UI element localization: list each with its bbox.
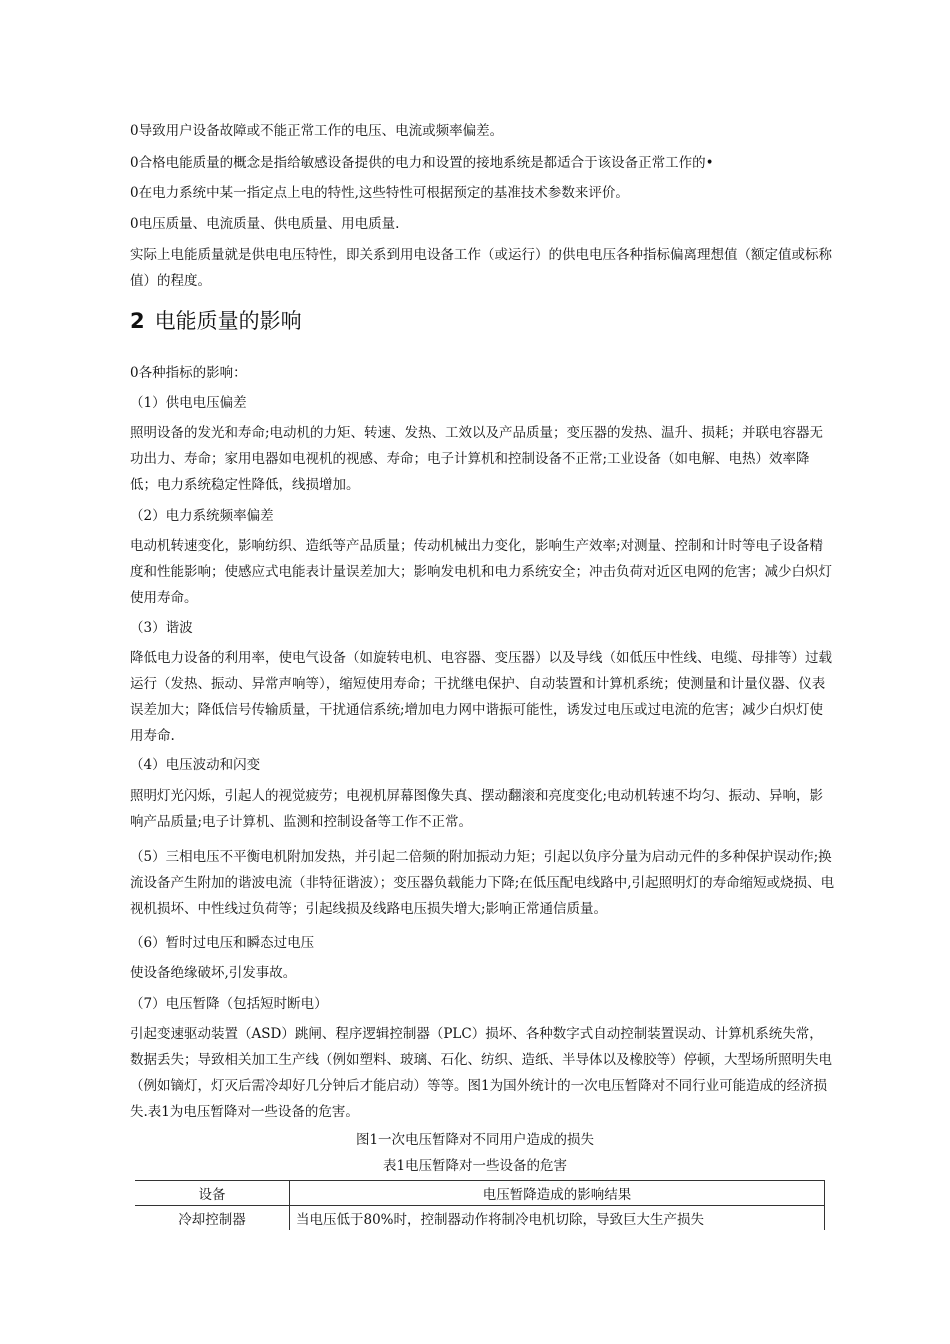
- item-heading: （6）暂时过电压和瞬态过电压: [130, 935, 315, 951]
- table-caption: 表1电压暂降对一些设备的危害: [382, 1158, 568, 1174]
- figure-caption: 图1一次电压暂降对不同用户造成的损失: [355, 1132, 595, 1148]
- paragraph: 0导致用户设备故障或不能正常工作的电压、电流或频率偏差。: [130, 123, 504, 139]
- item-body: （5）三相电压不平衡电机附加发热，并引起二倍频的附加振动力矩；引起以负序分量为启动元件的多种保护误动作;换流设备产生附加的谐波电流（非特征谐波）；变压器负载能力下降;在低压配电线路中,引起照明灯的寿命缩短或烧损、电视机损坏、中性线过负荷等；引起线损及线路电压损失增大;影响正常通信质量。: [130, 849, 835, 917]
- table-cell: 冷却控制器: [135, 1206, 290, 1231]
- section-heading: [130, 305, 302, 337]
- intro-text: 0各种指标的影响：: [130, 365, 247, 381]
- paragraph: 0合格电能质量的概念是指给敏感设备提供的电力和设置的接地系统是都适合于该设备正常工作的•: [130, 155, 714, 171]
- table-header-row: [135, 1181, 825, 1206]
- item-heading: （1）供电电压偏差: [130, 395, 247, 411]
- table-row: [135, 1206, 825, 1231]
- section-number: 2: [130, 309, 145, 333]
- item-heading: （4）电压波动和闪变: [130, 757, 261, 773]
- item-heading: （3）谐波: [130, 620, 193, 636]
- table-header-cell: 设备: [135, 1181, 290, 1206]
- paragraph: 0电压质量、电流质量、供电质量、用电质量.: [130, 216, 400, 232]
- table-cell: 当电压低于80%时，控制器动作将制冷电机切除，导致巨大生产损失: [290, 1206, 825, 1231]
- item-heading: （7）电压暂降（包括短时断电）: [130, 996, 328, 1012]
- table-header-cell: 电压暂降造成的影响结果: [290, 1181, 825, 1206]
- item-body: 使设备绝缘破坏,引发事故。: [130, 965, 297, 981]
- section-title: 电能质量的影响: [154, 309, 302, 333]
- item-body: 照明灯光闪烁，引起人的视觉疲劳；电视机屏幕图像失真、摆动翻滚和亮度变化;电动机转速不均匀、振动、异响，影响产品质量;电子计算机、监测和控制设备等工作不正常。: [130, 788, 824, 830]
- item-heading: （2）电力系统频率偏差: [130, 508, 274, 524]
- paragraph: 0在电力系统中某一指定点上电的特性,这些特性可根据预定的基准技术参数来评价。: [130, 185, 629, 201]
- paragraph: 实际上电能质量就是供电电压特性，即关系到用电设备工作（或运行）的供电电压各种指标偏离理想值（额定值或标称值）的程度。: [130, 247, 832, 289]
- item-body: 降低电力设备的利用率，使电气设备（如旋转电机、电容器、变压器）以及导线（如低压中性线、电缆、母排等）过载运行（发热、振动、异常声响等），缩短使用寿命；干扰继电保护、自动装置和计算机系统；使测量和计量仪器、仪表误差加大；降低信号传输质量，干扰通信系统;增加电力网中谐振可能性，诱发过电压或过电流的危害；减少白炽灯使用寿命.: [130, 650, 832, 744]
- item-body: 电动机转速变化，影响纺织、造纸等产品质量；传动机械出力变化，影响生产效率;对测量、控制和计时等电子设备精度和性能影响；使感应式电能表计量误差加大；影响发电机和电力系统安全；冲击负荷对近区电网的危害；减少白炽灯使用寿命。: [130, 538, 832, 606]
- item-body: 引起变速驱动装置（ASD）跳闸、程序逻辑控制器（PLC）损坏、各种数字式自动控制装置误动、计算机系统失常，数据丢失；导致相关加工生产线（例如塑料、玻璃、石化、纺织、造纸、半导体以及橡胶等）停顿，大型场所照明失电（例如镝灯，灯灭后需冷却好几分钟后才能启动）等等。图1为国外统计的一次电压暂降对不同行业可能造成的经济损失.表1为电压暂降对一些设备的危害。: [130, 1026, 832, 1120]
- item-body: 照明设备的发光和寿命;电动机的力矩、转速、发热、工效以及产品质量；变压器的发热、温升、损耗；并联电容器无功出力、寿命；家用电器如电视机的视感、寿命；电子计算机和控制设备不正常;工业设备（如电解、电热）效率降低；电力系统稳定性降低，线损增加。: [130, 425, 824, 493]
- hazard-table: [135, 1180, 825, 1230]
